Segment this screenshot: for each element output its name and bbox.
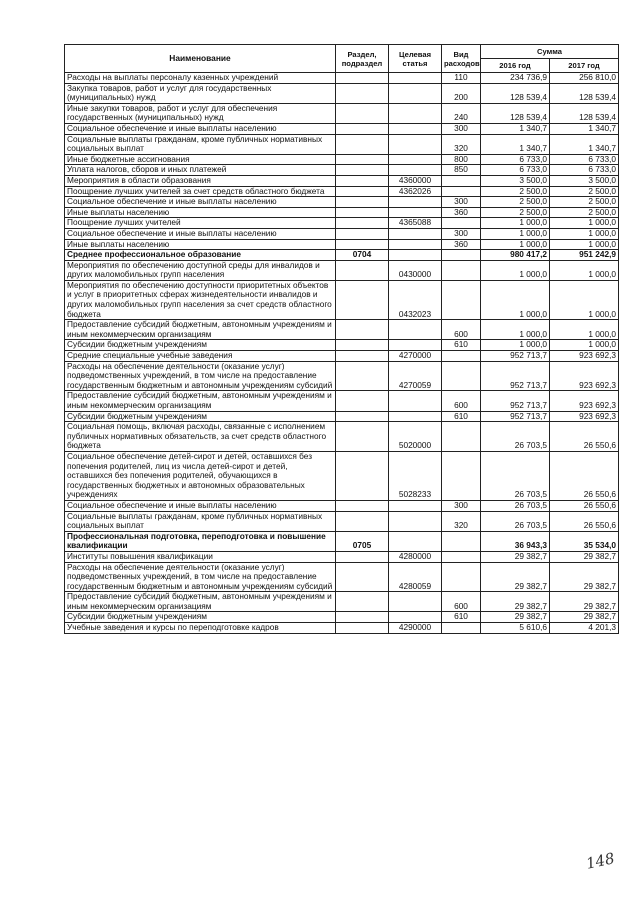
table-row <box>65 422 619 452</box>
cell-vid <box>442 351 481 362</box>
cell-razdel <box>336 103 389 123</box>
cell-vid <box>442 623 481 634</box>
table-row <box>65 218 619 229</box>
cell-2016: 1 000,0 <box>481 218 550 229</box>
cell-razdel <box>336 320 389 340</box>
cell-2017: 29 382,7 <box>550 592 619 612</box>
cell-name: Иные бюджетные ассигнования <box>65 154 336 165</box>
cell-2017: 29 382,7 <box>550 612 619 623</box>
cell-2017: 923 692,3 <box>550 351 619 362</box>
cell-name: Социальное обеспечение и иные выплаты населению <box>65 123 336 134</box>
cell-razdel <box>336 197 389 208</box>
cell-razdel <box>336 511 389 531</box>
table-row <box>65 320 619 340</box>
cell-2017: 4 201,3 <box>550 623 619 634</box>
cell-razdel <box>336 351 389 362</box>
cell-code <box>389 320 442 340</box>
header-celevaya: Целевая статья <box>389 45 442 73</box>
cell-razdel <box>336 73 389 84</box>
cell-2017: 26 550,6 <box>550 422 619 452</box>
cell-2017: 35 534,0 <box>550 531 619 551</box>
cell-vid: 600 <box>442 320 481 340</box>
header-vid: Вид расходов <box>442 45 481 73</box>
cell-name: Социальная помощь, включая расходы, связанные с исполнением публичных нормативных обязательств, за счет средств областного бюджета <box>65 422 336 452</box>
cell-vid: 300 <box>442 228 481 239</box>
cell-2017: 29 382,7 <box>550 562 619 592</box>
cell-2016: 3 500,0 <box>481 175 550 186</box>
cell-razdel <box>336 218 389 229</box>
table-row <box>65 623 619 634</box>
cell-code <box>389 531 442 551</box>
cell-2016: 1 340,7 <box>481 123 550 134</box>
cell-2016: 29 382,7 <box>481 592 550 612</box>
cell-name: Субсидии бюджетным учреждениям <box>65 612 336 623</box>
cell-vid <box>442 218 481 229</box>
cell-code <box>389 391 442 411</box>
cell-razdel <box>336 175 389 186</box>
cell-code: 4270000 <box>389 351 442 362</box>
cell-code: 4290000 <box>389 623 442 634</box>
cell-name: Учебные заведения и курсы по переподготовке кадров <box>65 623 336 634</box>
page-number: 148 <box>584 849 617 873</box>
cell-2016: 128 539,4 <box>481 83 550 103</box>
cell-2017: 2 500,0 <box>550 197 619 208</box>
cell-vid <box>442 250 481 261</box>
cell-2017: 26 550,6 <box>550 500 619 511</box>
cell-razdel <box>336 422 389 452</box>
cell-2017: 923 692,3 <box>550 361 619 391</box>
cell-2017: 128 539,4 <box>550 83 619 103</box>
table-row <box>65 411 619 422</box>
cell-razdel <box>336 562 389 592</box>
header-name: Наименование <box>65 45 336 73</box>
table-row <box>65 562 619 592</box>
cell-razdel <box>336 623 389 634</box>
cell-vid: 610 <box>442 340 481 351</box>
cell-code: 4362026 <box>389 186 442 197</box>
cell-vid <box>442 422 481 452</box>
cell-vid <box>442 175 481 186</box>
cell-name: Уплата налогов, сборов и иных платежей <box>65 165 336 176</box>
cell-2017: 923 692,3 <box>550 411 619 422</box>
cell-code: 5020000 <box>389 422 442 452</box>
cell-vid: 300 <box>442 500 481 511</box>
cell-2017: 6 733,0 <box>550 165 619 176</box>
cell-2016: 1 340,7 <box>481 134 550 154</box>
cell-razdel <box>336 165 389 176</box>
table-row <box>65 186 619 197</box>
cell-2017: 923 692,3 <box>550 391 619 411</box>
cell-2016: 234 736,9 <box>481 73 550 84</box>
cell-vid <box>442 551 481 562</box>
cell-code <box>389 612 442 623</box>
cell-vid: 610 <box>442 612 481 623</box>
cell-2016: 2 500,0 <box>481 207 550 218</box>
table-row <box>65 103 619 123</box>
cell-name: Поощрение лучших учителей <box>65 218 336 229</box>
cell-2016: 1 000,0 <box>481 340 550 351</box>
cell-2017: 29 382,7 <box>550 551 619 562</box>
cell-code <box>389 83 442 103</box>
cell-2016: 26 703,5 <box>481 422 550 452</box>
cell-name: Социальные выплаты гражданам, кроме публичных нормативных социальных выплат <box>65 511 336 531</box>
cell-name: Расходы на обеспечение деятельности (оказание услуг) подведомственных учреждений, в том числе на предоставление государственным бюджетным и автономным учреждениям субсидий <box>65 361 336 391</box>
cell-vid <box>442 562 481 592</box>
cell-razdel: 0705 <box>336 531 389 551</box>
cell-name: Субсидии бюджетным учреждениям <box>65 411 336 422</box>
table-row <box>65 73 619 84</box>
cell-2016: 1 000,0 <box>481 320 550 340</box>
cell-code <box>389 250 442 261</box>
cell-name: Предоставление субсидий бюджетным, автономным учреждениям и иным некоммерческим организациям <box>65 320 336 340</box>
cell-name: Поощрение лучших учителей за счет средств областного бюджета <box>65 186 336 197</box>
cell-razdel <box>336 451 389 500</box>
cell-2017: 1 000,0 <box>550 340 619 351</box>
cell-name: Социальное обеспечение и иные выплаты населению <box>65 197 336 208</box>
cell-code <box>389 207 442 218</box>
cell-vid: 320 <box>442 511 481 531</box>
cell-2017: 1 000,0 <box>550 280 619 319</box>
table-row <box>65 239 619 250</box>
table-row <box>65 260 619 280</box>
cell-name: Социальные выплаты гражданам, кроме публичных нормативных социальных выплат <box>65 134 336 154</box>
cell-2016: 1 000,0 <box>481 280 550 319</box>
cell-2017: 951 242,9 <box>550 250 619 261</box>
cell-name: Институты повышения квалификации <box>65 551 336 562</box>
cell-name: Иные закупки товаров, работ и услуг для обеспечения государственных (муниципальных) нужд <box>65 103 336 123</box>
cell-name: Мероприятия по обеспечению доступной среды для инвалидов и других маломобильных групп населения <box>65 260 336 280</box>
cell-code <box>389 134 442 154</box>
table-row <box>65 123 619 134</box>
table-row <box>65 175 619 186</box>
table-row <box>65 207 619 218</box>
cell-2016: 952 713,7 <box>481 361 550 391</box>
cell-razdel <box>336 411 389 422</box>
cell-vid: 600 <box>442 592 481 612</box>
table-row <box>65 551 619 562</box>
table-row <box>65 361 619 391</box>
cell-code: 5028233 <box>389 451 442 500</box>
cell-2016: 952 713,7 <box>481 411 550 422</box>
cell-2016: 26 703,5 <box>481 500 550 511</box>
cell-razdel: 0704 <box>336 250 389 261</box>
cell-2017: 1 000,0 <box>550 218 619 229</box>
table-row <box>65 511 619 531</box>
cell-vid: 300 <box>442 123 481 134</box>
cell-code <box>389 228 442 239</box>
table-row <box>65 165 619 176</box>
cell-razdel <box>336 592 389 612</box>
cell-2017: 26 550,6 <box>550 451 619 500</box>
cell-code: 4270059 <box>389 361 442 391</box>
cell-vid: 110 <box>442 73 481 84</box>
table-row <box>65 250 619 261</box>
table-row <box>65 83 619 103</box>
cell-vid: 300 <box>442 197 481 208</box>
table-row <box>65 154 619 165</box>
cell-2017: 3 500,0 <box>550 175 619 186</box>
cell-code: 0430000 <box>389 260 442 280</box>
table-row <box>65 592 619 612</box>
table-row <box>65 351 619 362</box>
cell-2016: 128 539,4 <box>481 103 550 123</box>
cell-code: 4280000 <box>389 551 442 562</box>
cell-name: Расходы на обеспечение деятельности (оказание услуг) подведомственных учреждений, в том числе на предоставление государственным бюджетным и автономным учреждениям субсидий <box>65 562 336 592</box>
table-row <box>65 340 619 351</box>
cell-vid: 240 <box>442 103 481 123</box>
cell-2016: 5 610,6 <box>481 623 550 634</box>
cell-2016: 29 382,7 <box>481 562 550 592</box>
cell-name: Социальное обеспечение и иные выплаты населению <box>65 228 336 239</box>
cell-vid: 320 <box>442 134 481 154</box>
cell-vid: 610 <box>442 411 481 422</box>
cell-razdel <box>336 134 389 154</box>
header-year-2017: 2017 год <box>550 59 619 73</box>
cell-vid <box>442 361 481 391</box>
cell-2017: 2 500,0 <box>550 207 619 218</box>
cell-razdel <box>336 186 389 197</box>
cell-2016: 1 000,0 <box>481 239 550 250</box>
cell-vid <box>442 280 481 319</box>
cell-code <box>389 340 442 351</box>
cell-2017: 1 340,7 <box>550 123 619 134</box>
cell-2016: 1 000,0 <box>481 260 550 280</box>
cell-vid: 360 <box>442 207 481 218</box>
budget-table <box>64 44 619 634</box>
table-row <box>65 280 619 319</box>
cell-vid <box>442 260 481 280</box>
cell-2016: 2 500,0 <box>481 197 550 208</box>
cell-code <box>389 123 442 134</box>
cell-2016: 29 382,7 <box>481 551 550 562</box>
table-row <box>65 612 619 623</box>
cell-code: 4280059 <box>389 562 442 592</box>
cell-2017: 1 340,7 <box>550 134 619 154</box>
cell-name: Иные выплаты населению <box>65 207 336 218</box>
cell-2016: 26 703,5 <box>481 451 550 500</box>
cell-2016: 980 417,2 <box>481 250 550 261</box>
cell-razdel <box>336 361 389 391</box>
cell-2016: 6 733,0 <box>481 165 550 176</box>
cell-code: 4360000 <box>389 175 442 186</box>
cell-vid: 600 <box>442 391 481 411</box>
cell-name: Закупка товаров, работ и услуг для государственных (муниципальных) нужд <box>65 83 336 103</box>
cell-2016: 6 733,0 <box>481 154 550 165</box>
cell-vid: 850 <box>442 165 481 176</box>
cell-name: Предоставление субсидий бюджетным, автономным учреждениям и иным некоммерческим организациям <box>65 391 336 411</box>
table-row <box>65 134 619 154</box>
cell-razdel <box>336 500 389 511</box>
table-body <box>65 73 619 634</box>
cell-razdel <box>336 612 389 623</box>
cell-vid <box>442 531 481 551</box>
cell-vid <box>442 451 481 500</box>
cell-code <box>389 103 442 123</box>
table-row <box>65 531 619 551</box>
cell-2016: 1 000,0 <box>481 228 550 239</box>
cell-code <box>389 73 442 84</box>
header-razdel: Раздел, подраздел <box>336 45 389 73</box>
cell-2016: 29 382,7 <box>481 612 550 623</box>
cell-code <box>389 197 442 208</box>
cell-2017: 1 000,0 <box>550 239 619 250</box>
cell-razdel <box>336 551 389 562</box>
header-summa: Сумма <box>481 45 619 59</box>
cell-2017: 256 810,0 <box>550 73 619 84</box>
cell-name: Предоставление субсидий бюджетным, автономным учреждениям и иным некоммерческим организациям <box>65 592 336 612</box>
cell-name: Мероприятия в области образования <box>65 175 336 186</box>
cell-2017: 1 000,0 <box>550 320 619 340</box>
cell-razdel <box>336 391 389 411</box>
cell-vid: 800 <box>442 154 481 165</box>
cell-razdel <box>336 154 389 165</box>
cell-code <box>389 592 442 612</box>
cell-code: 0432023 <box>389 280 442 319</box>
cell-2016: 2 500,0 <box>481 186 550 197</box>
cell-razdel <box>336 83 389 103</box>
cell-vid: 360 <box>442 239 481 250</box>
cell-code <box>389 511 442 531</box>
cell-2016: 952 713,7 <box>481 351 550 362</box>
cell-razdel <box>336 280 389 319</box>
cell-code: 4365088 <box>389 218 442 229</box>
cell-2017: 1 000,0 <box>550 228 619 239</box>
cell-name: Средние специальные учебные заведения <box>65 351 336 362</box>
cell-razdel <box>336 260 389 280</box>
cell-name: Расходы на выплаты персоналу казенных учреждений <box>65 73 336 84</box>
table-row <box>65 391 619 411</box>
table-row <box>65 228 619 239</box>
cell-razdel <box>336 228 389 239</box>
cell-2017: 1 000,0 <box>550 260 619 280</box>
cell-code <box>389 154 442 165</box>
cell-code <box>389 411 442 422</box>
header-year-2016: 2016 год <box>481 59 550 73</box>
cell-2016: 36 943,3 <box>481 531 550 551</box>
cell-name: Среднее профессиональное образование <box>65 250 336 261</box>
cell-code <box>389 500 442 511</box>
cell-2017: 128 539,4 <box>550 103 619 123</box>
cell-2017: 26 550,6 <box>550 511 619 531</box>
cell-name: Мероприятия по обеспечению доступности приоритетных объектов и услуг в приоритетных сферах жизнедеятельности инвалидов и других маломобильных групп населения за счет средств областного бюджета <box>65 280 336 319</box>
cell-razdel <box>336 239 389 250</box>
cell-vid: 200 <box>442 83 481 103</box>
cell-2016: 952 713,7 <box>481 391 550 411</box>
cell-2016: 26 703,5 <box>481 511 550 531</box>
cell-name: Субсидии бюджетным учреждениям <box>65 340 336 351</box>
cell-vid <box>442 186 481 197</box>
cell-2017: 2 500,0 <box>550 186 619 197</box>
cell-razdel <box>336 207 389 218</box>
cell-name: Социальное обеспечение и иные выплаты населению <box>65 500 336 511</box>
table-row <box>65 500 619 511</box>
cell-name: Иные выплаты населению <box>65 239 336 250</box>
table-row <box>65 451 619 500</box>
cell-razdel <box>336 123 389 134</box>
table-row <box>65 197 619 208</box>
cell-name: Профессиональная подготовка, переподготовка и повышение квалификации <box>65 531 336 551</box>
cell-code <box>389 165 442 176</box>
cell-2017: 6 733,0 <box>550 154 619 165</box>
cell-code <box>389 239 442 250</box>
cell-name: Социальное обеспечение детей-сирот и детей, оставшихся без попечения родителей, лиц из числа детей-сирот и детей, оставшихся без попечения родителей, обучающихся в государственных бюджетных и автономных образовательных учреждениях <box>65 451 336 500</box>
cell-razdel <box>336 340 389 351</box>
